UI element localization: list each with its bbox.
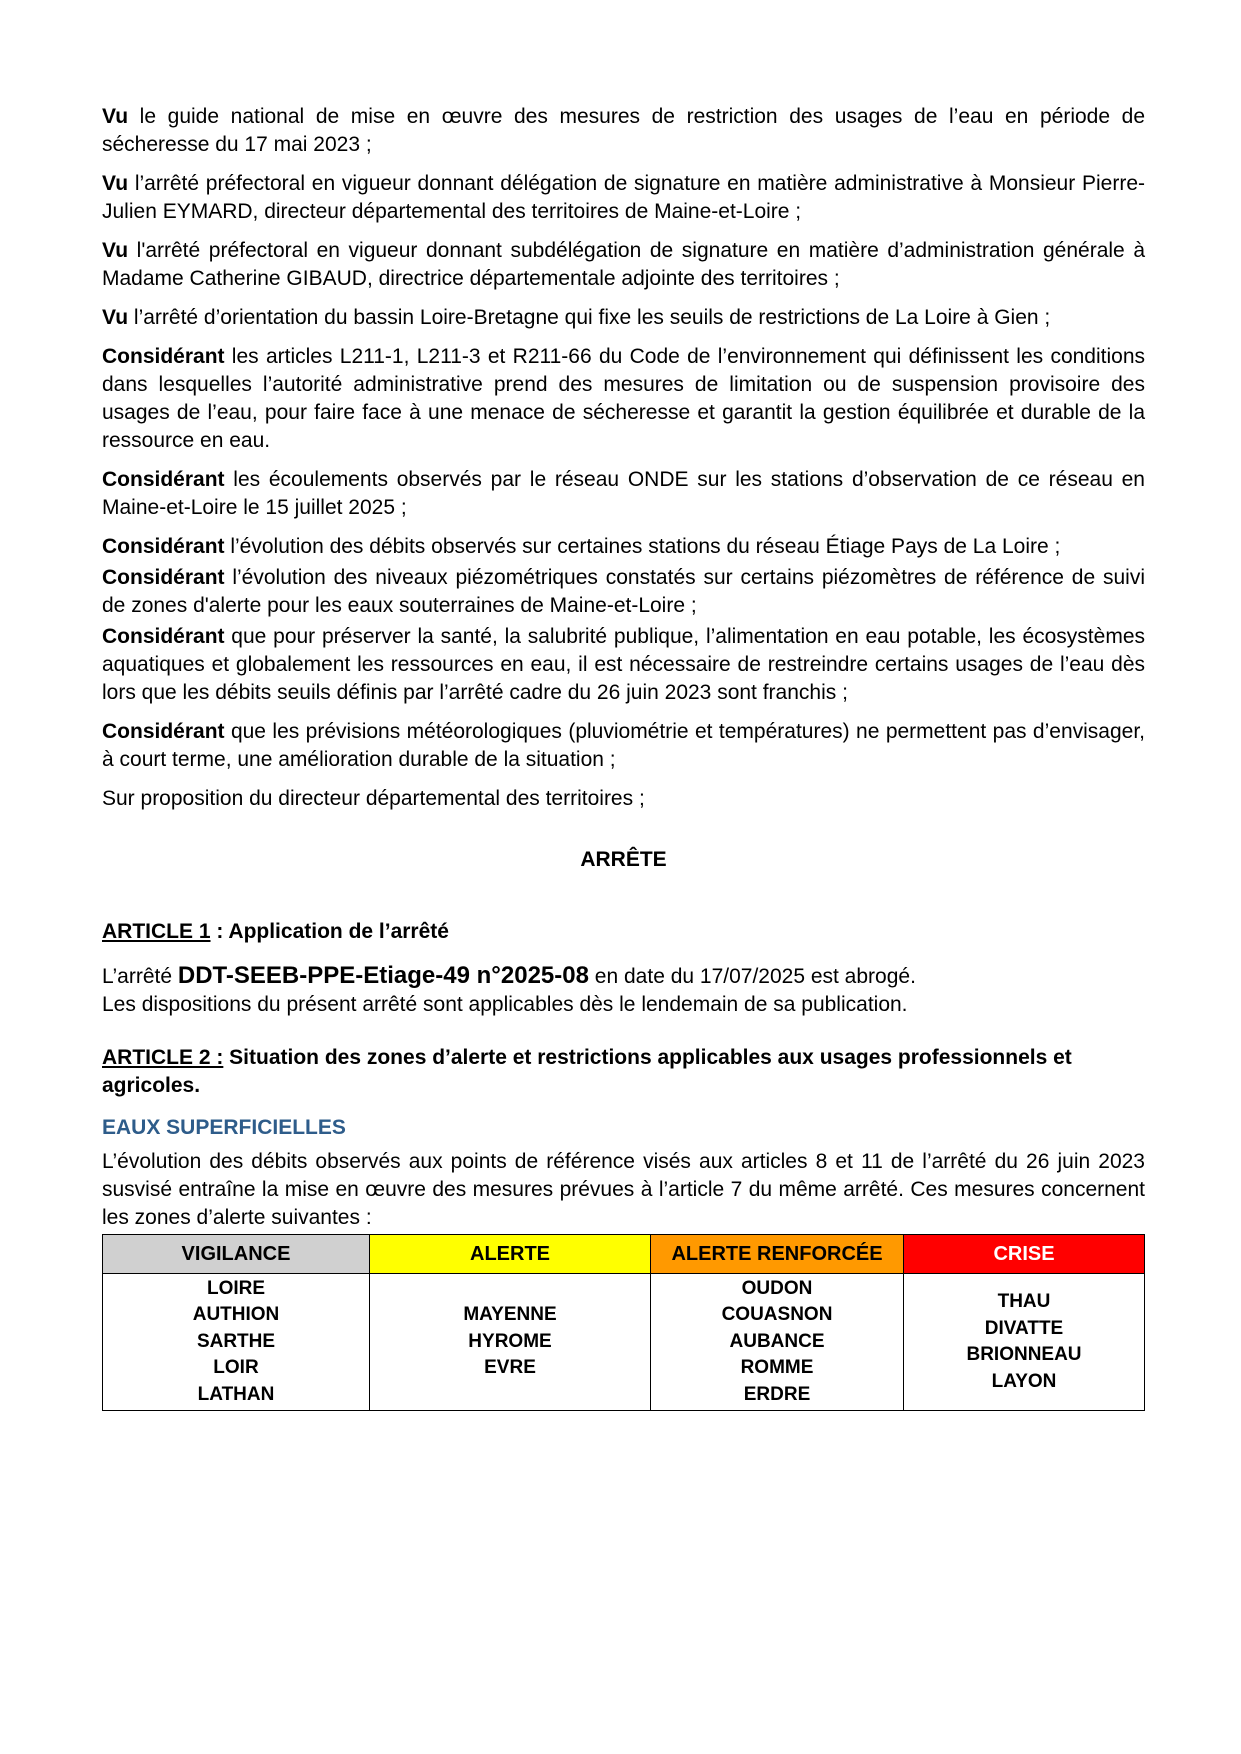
article-1-line-1: L’arrêté DDT-SEEB-PPE-Etiage-49 n°2025-08 en date du 17/07/2025 est abrogé. (102, 962, 916, 989)
document-body (102, 103, 1145, 1411)
header-alerte: ALERTE (370, 1235, 651, 1274)
zone-name: ROMME (740, 1357, 814, 1379)
zone-name: AUTHION (192, 1304, 280, 1326)
decree-reference: DDT-SEEB-PPE-Etiage-49 n°2025-08 (177, 962, 589, 989)
zone-name: LOIR (213, 1357, 259, 1379)
paragraph: Vu l'arrêté préfectoral en vigueur donnant subdélégation de signature en matière d’administration générale à Madame Catherine GIBAUD, directrice départementale adjointe des territoires ; (102, 239, 1145, 290)
paragraph: Vu l’arrêté préfectoral en vigueur donnant délégation de signature en matière administrative à Monsieur Pierre-Julien EYMARD, directeur départemental des territoires de Maine-et-Loire ; (102, 172, 1145, 223)
zones-vigilance (103, 1274, 370, 1411)
header-alerte-renforcee: ALERTE RENFORCÉE (651, 1235, 904, 1274)
article-2-title: Situation des zones d’alerte et restrictions applicables aux usages professionnels et agricoles. (102, 1046, 1072, 1097)
zone-name: SARTHE (196, 1330, 276, 1352)
article-1-line-2: Les dispositions du présent arrêté sont applicables dès le lendemain de sa publication. (102, 993, 908, 1016)
paragraph: Considérant les écoulements observés par le réseau ONDE sur les stations d’observation de ce réseau en Maine-et-Loire le 15 juillet 2025 ; (102, 468, 1145, 519)
section-text: L’évolution des débits observés aux points de référence visés aux articles 8 et 11 de l’arrêté du 26 juin 2023 susvisé entraîne la mise en œuvre des mesures prévues à l’article 7 du même arrêté. Ces mesures concernent les zones d’alerte suivantes : (102, 1150, 1145, 1229)
zones-alerte-renforcee (651, 1274, 904, 1411)
header-vigilance: VIGILANCE (103, 1235, 370, 1274)
zone-name: AUBANCE (729, 1330, 825, 1352)
table-header-row (103, 1235, 1145, 1274)
table-row (103, 1274, 1145, 1411)
paragraph: Considérant les articles L211-1, L211-3 et R211-66 du Code de l’environnement qui définissent les conditions dans lesquelles l’autorité administrative prend des mesures de limitation ou de suspension provisoire des usages de l’eau, pour faire face à une menace de sécheresse et garantit la gestion équilibrée et durable de la ressource en eau. (102, 345, 1145, 452)
alert-zones-table (102, 1234, 1145, 1411)
zone-name: THAU (997, 1291, 1051, 1312)
article-1-number: ARTICLE 1 (102, 920, 211, 943)
zone-name: BRIONNEAU (966, 1344, 1082, 1365)
zone-name: LATHAN (197, 1383, 275, 1405)
paragraph: Vu le guide national de mise en œuvre des mesures de restriction des usages de l’eau en période de sécheresse du 17 mai 2023 ; (102, 105, 1145, 156)
zone-name: LOIRE (206, 1277, 266, 1299)
zone-name: OUDON (741, 1277, 813, 1299)
article-2-number: ARTICLE 2 : (102, 1046, 224, 1069)
paragraph: Vu l’arrêté d’orientation du bassin Loire-Bretagne qui fixe les seuils de restrictions de La Loire à Gien ; (102, 306, 1051, 329)
paragraph: Considérant l’évolution des débits observés sur certaines stations du réseau Étiage Pays de La Loire ; (102, 535, 1061, 558)
paragraph: Considérant que les prévisions météorologiques (pluviométrie et températures) ne permettent pas d’envisager, à court terme, une amélioration durable de la situation ; (102, 720, 1145, 771)
header-crise: CRISE (904, 1235, 1145, 1274)
article-2-heading (102, 1044, 1145, 1100)
article-1-title: : Application de l’arrêté (210, 920, 449, 943)
zones-crise (904, 1274, 1145, 1411)
article-1-heading (102, 918, 1145, 946)
section-heading: EAUX SUPERFICIELLES (102, 1116, 346, 1139)
paragraph: Sur proposition du directeur départemental des territoires ; (102, 787, 645, 810)
zone-name: EVRE (484, 1357, 536, 1379)
zone-name: ERDRE (743, 1383, 811, 1405)
considerations (102, 103, 1145, 813)
paragraph: Considérant que pour préserver la santé, la salubrité publique, l’alimentation en eau potable, les écosystèmes aquatiques et globalement les ressources en eau, il est nécessaire de restreindre certains usages de l’eau dès lors que les débits seuils définis par l’arrêté cadre du 26 juin 2023 sont franchis ; (102, 625, 1145, 704)
zone-name: MAYENNE (463, 1304, 557, 1326)
paragraph: Considérant l’évolution des niveaux piézométriques constatés sur certains piézomètres de référence de suivi de zones d'alerte pour les eaux souterraines de Maine-et-Loire ; (102, 566, 1145, 617)
zone-name: LAYON (991, 1370, 1057, 1392)
zone-name: DIVATTE (984, 1317, 1064, 1339)
decree-title: ARRÊTE (580, 848, 667, 871)
zone-name: HYROME (468, 1330, 552, 1352)
zones-alerte (370, 1274, 651, 1411)
zone-name: COUASNON (721, 1304, 833, 1326)
